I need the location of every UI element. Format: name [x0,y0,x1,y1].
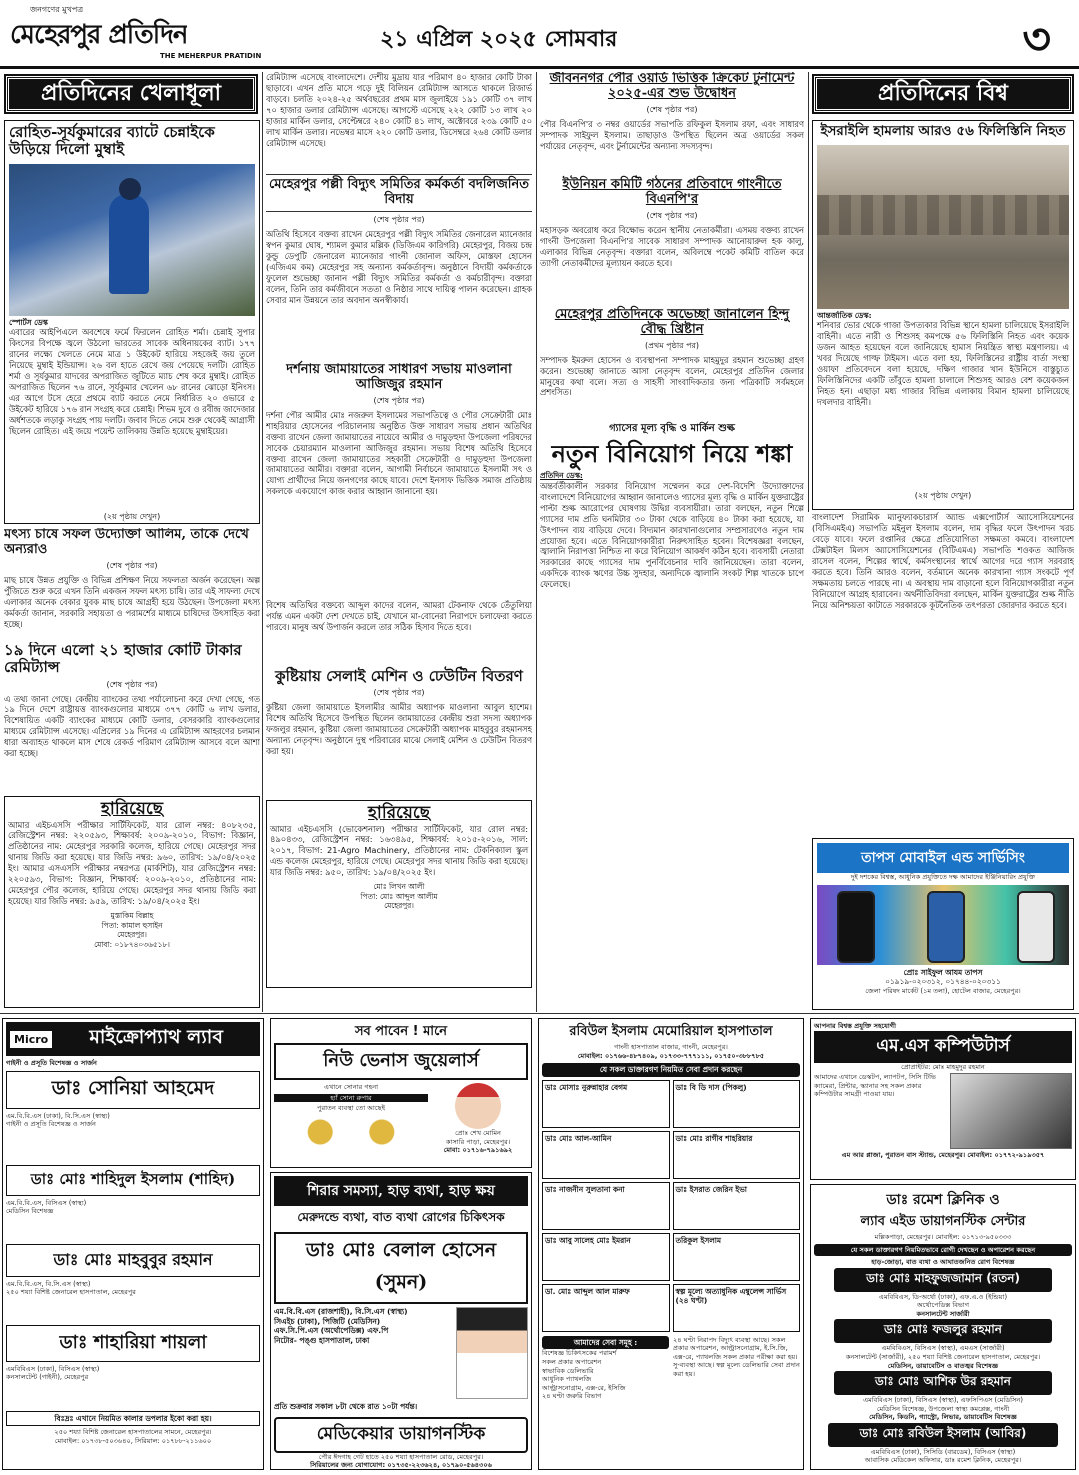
hospital-doctor: ডাঃ নাজনীন সুলতানা কনা [542,1182,670,1230]
masthead-logo: মেহেরপুর প্রতিদিন [10,20,188,50]
palli-ref: (শেষ পৃষ্ঠার পর) [373,214,425,224]
gas-kicker: গ্যাসের মূল্য বৃদ্ধি ও মার্কিন শুল্ক [609,422,735,434]
hospital-doctor: ডাঃ মোঃ রাগীব শাহরিয়ার [673,1131,801,1179]
invest-desk: প্রতিদিন ডেস্ক: [540,471,583,481]
remittance-body: এ তথ্য জানা গেছে। কেন্দ্রীয় ব্যাংকের তথ্য পর্যালোচনা করে দেখা গেছে, গত ১৯ দিনে দেশে রাষ্ট্রায়ত্ত ব্যাংকগুলোর মাধ্যমে ৩৭৭ কোটি ৬ লাখ ডলার, বিশেষায়িত একটি ব্যাংকের মাধ্যমে কোটি ডলার, বেসরকারি ব্যাংকগুলোর মাধ্যমে রেমিট্যান্স এসেছে। এপ্রিলের ১৯ দিনের এ রেমিট্যান্স আহরণের চলমান ধারা অব্যাহত থাকলে মাস শেষে রেকর্ড পরিমাণ রেমিট্যান্স আসবে বলে আশা করা হচ্ছে। [4,693,260,759]
column-divider [808,72,809,512]
doctor-degrees: এমবিবিএস, বিসিএস (স্বাস্থ্য), এমএস (সার্জারী) কনসালটেন্ট (সার্জারী), ২৫০ শয্যা বিশিষ্ট জেনারেল হাসপাতাল, মেহেরপুর। [845,1344,1041,1361]
sewing-headline: কুষ্টিয়ায় সেলাই মেশিন ও ঢেউটিন বিতরণ [275,666,523,685]
tapas-ad-title: তাপস মোবাইল এন্ড সার্ভিসিং [817,843,1069,873]
hindu-headline: মেহেরপুর প্রতিদিনকে অভেচ্ছা জানালেন হিন্দু বৌদ্ধ খ্রিষ্টান [554,306,790,337]
palli-headline: মেহেরপুর পল্লী বিদ্যুৎ সমিতির কর্মকর্তা বদলিজনিত বিদায় [266,174,532,212]
phones-image [817,885,1069,965]
hospital-doctor-grid [542,1080,800,1332]
ortho-subtitle: মেরুদন্ডে ব্যথা, বাত ব্যথা রোগের চিকিৎসক [297,1210,505,1224]
doctor-name: ডাঃ শাহারিয়া শায়লা [6,1325,260,1362]
fish-body: মাছ চাষে উন্নত প্রযুক্তি ও বিভিন্ন প্রশিক্ষণ নিয়ে সফলতা অর্জন করেছেন। অল্প পুঁজিতে শুরু করে এখন তিনি একজন সফল মৎস্য চাষি। তার এই সাফল্য দেখে এলাকার অনেক বেকার যুবক মাছ চাষে আগ্রহী হয়ে উঠছেন। উপজেলা মৎস্য কর্মকর্তা জানান, সরকারি সহায়তা ও পরামর্শের মাধ্যমে চাষিদের উৎসাহিত করা হচ্ছে। [4,574,260,629]
hospital-doctor: ডাঃ মোসাঃ নুরুন্নাহার বেগম [542,1080,670,1128]
doctor-name: ডাঃ মোঃ রবিউল ইসলাম (আবির) [828,1423,1058,1447]
doctor-degrees: এম.বি.বি.এস (ঢাকা), বি.সি.এস (স্বাস্থ্য) গাইনী ও প্রসূতি বিশেষজ্ঞ ও সার্জন [6,1111,110,1129]
jewellers-phone: মোবা: ০১৭১৬-৭৯১৬৯২ [443,1146,513,1155]
column-divider [536,72,537,1012]
doctor-name: ডাঃ সোনিয়া আহমেদ [6,1071,260,1109]
batsman-figure [109,194,149,294]
specialty-label: হাড়-জোড়া, বাত ব্যথা ও আঘাতজনিত রোগ বিশেষজ্ঞ [871,1258,1015,1267]
fish-ref: (শেষ পৃষ্ঠার পর) [106,560,158,570]
ad-section-rule [0,1013,1079,1014]
doctor-name: ডাঃ মোঃ মাহবুবুর রহমান [6,1244,260,1277]
doctor-degrees: এম.বি.বি.এস (রাজশাহী), বি.সি.এস (স্বাস্থ্য) সিএইচ (ঢাকা), পিজিটি (মেডিসিন) এফ.সি.পি.এস (অর্থোপেডিক্স) এফ.পি নিটোর- পঙ্গু হাসপাতাল, ঢাকা [274,1307,408,1345]
cricket-headline: জীবননগর পৌর ওয়ার্ড ভিত্তিক ক্রিকেট টুর্নামেন্ট ২০২৫-এর শুভ উদ্বোধন [549,72,795,101]
world-continued: (২য় পৃষ্ঠায় দেখুন) [914,491,972,501]
jewellers-line: এখানে সোনার গহনা [323,1083,379,1091]
tapas-owner: প্রোঃ সাইফুল আযম তাপস [903,967,983,977]
bnp-headline: ইউনিয়ন কমিটি গঠনের প্রতিবাদে গাংনীতে বিএনপি'র [562,176,782,207]
hospital-phone: মোবাইল: ০১৭৬৬-৪৮৭৪০৯, ০১৭৩৩-৭৭৭১১১, ০১৭৫০-৩৮৮৭৮৫ [577,1051,765,1060]
lost-notice-2-signature: মোঃ লিখন আলী পিতা: মোঃ আব্দুল আলীম মেহেরপুর। [360,882,438,911]
ortho-title: শিরার সমস্যা, হাড় ব্যথা, হাড় ক্ষয় [274,1176,528,1206]
jewellery-image [274,1117,428,1147]
tapas-mobile-ad [812,838,1074,1010]
remittance-story [4,642,260,792]
doctor-name: ডাঃ মোঃ আশিক উর রহমান [834,1371,1052,1395]
jamat-headline: দর্শনায় জামায়াতের সাধারণ সভায় মাওলানা আজিজুর রহমান [286,361,512,392]
lost-notice-1 [4,796,260,1008]
ortho-time: প্রতি শুক্রবার সকাল ৮টা থেকে রাত ১০টা পর্যন্ত। [274,1402,418,1411]
specialty-label: মেডিসিন, ডায়াবেটিস ও বাতজ্বর বিশেষজ্ঞ [887,1361,999,1370]
jewellers-line: হ্যাঁ সোনা রুপার [274,1094,428,1103]
ms-tag: আপনার বিশ্বস্ত প্রযুক্তি সহযোগী [814,1022,896,1030]
micropath-tag: গাইনী ও প্রসূতি বিশেষজ্ঞ ও সার্জন [6,1059,97,1067]
hospital-address: গাংনী হাসপাতাল বাজার, গাংনী, মেহেরপুর। [614,1043,728,1051]
jewellers-address: কাসারি পাড়া, মেহেরপুর। [445,1137,511,1146]
doctor-degrees: এম.বি.বি.এস, বি.সি.এস (স্বাস্থ্য) ২৫০ শয্যা বিশিষ্ট জেনারেল হাসপাতাল, মেহেরপুর [6,1279,136,1297]
doctor-name: ডাঃ মোঃ মাহফুজজামান (রতন) [834,1268,1052,1292]
sports-banner: প্রতিদিনের খেলাধূলা [6,76,256,112]
hospital-title: রবিউল ইসলাম মেমোরিয়াল হাসপাতাল [569,1024,773,1039]
hospital-doctor: ডাঃ বি ডি দাস (পিকলু) [673,1080,801,1128]
clinic-title: ডাঃ রমেশ ক্লিনিক ও [886,1192,1000,1208]
diagnostic-phone: সিরিয়ালের জন্য যোগাযোগ: ০১৭৩৫-২২৩৬২৪, ০১৭৯০-৫৬৪৩০৬ [310,1461,492,1470]
lost-notice-body: আমার এইচএসসি পরীক্ষার সার্টিফিকেট, যার রোল নম্বর: ৪০৮২৩৫, রেজিস্ট্রেশন নম্বর: ২২০৫৯৩, শিক্ষাবর্ষ: ২০০৯-২০১০, বিভাগ: বিজ্ঞান, প্রতিষ্ঠানের নাম: মেহেরপুর সরকারি কলেজ, হারিয়ে গেছে। মেহেরপুর সদর থানায় জিডি করা হয়েছে। যার জিডি নম্বর: ৯৬০, তারিখ: ১৯/০৪/২০২৫ ইং। আমার এসএসসি পরীক্ষার নম্বরপত্র (মার্কশিট), যার রেজিস্ট্রেশন নম্বর: ২২০৫৯৩, বিভাগ: বিজ্ঞান, শিক্ষাবর্ষ: ২০০৯-২০১০, প্রতিষ্ঠানের নাম: মেহেরপুর পৌর কলেজ, হারিয়ে গেছে। মেহেরপুর সদর থানায় জিডি করা হয়েছে। যার জিডি নম্বর: ৯৫৯, তারিখ: ১৯/০৪/২০২৫ ইং। [8,819,256,907]
micropath-title: মাইক্রোপ্যাথ ল্যাব [89,1026,223,1048]
world-story [812,120,1074,510]
world-headline: ইসরাইলি হামলায় আরও ৫৬ ফিলিস্তিনি নিহত [820,123,1066,139]
doctor-name: ডাঃ মোঃ শাহিদুল ইসলাম (শাহিদ) [6,1165,260,1196]
services-list: বিশেষজ্ঞ চিকিৎসকের পরামর্শ সকল প্রকার অপারেশন স্বাভাবিক ডেলিভারি আধুনিক প্যাথলজি আল্ট্রাসনোগ্রাম, এক্স-রে, ইসিজি ২৪ ঘণ্টা জরুরি বিভাগ [542,1349,626,1401]
header-slogan: জনগণের মুখপত্র [30,5,84,14]
micropath-address: ২৫০ শয্যা বিশিষ্ট জেনারেল হাসপাতালের সামনে, মেহেরপুর। মোবাইল: ০১৭৩৮-৫০৩৬৪০, সিরিয়াল: ০১৭৮৮-২১১৬০০ [54,1428,212,1445]
jewellers-line: পুরাতন ব্যবস্থা তো আছেই [316,1104,385,1113]
sports-desk: স্পোর্টস ডেস্ক [9,317,48,327]
rabiul-hospital-ad [538,1018,804,1470]
invest-headline: নতুন বিনিয়োগ নিয়ে শঙ্কা [551,438,793,468]
tapas-ad-sub: দুই দশকের বিশ্বস্ত, আধুনিক প্রযুক্তিতে দক্ষ আমাদের ইঞ্জিনিয়ারিং প্রযুক্তি [850,873,1036,881]
diagnostic-address: পৌর ঈদগাহ গেট হাতে ২৫০ শয্যা হাসপাতাল রোড, মেহেরপুর। [318,1452,484,1461]
hospital-doctor: তরিকুল ইসলাম [673,1233,801,1281]
micropath-logo: Micro [10,1031,52,1048]
orthopedic-ad [270,1172,532,1470]
remittance-continued-body: রেমিট্যান্স এসেছে বাংলাদেশে। দেশীয় মুদ্রায় যার পরিমাণ ৪০ হাজার কোটি টাকা ছাড়াবে। এখন প্রতি মাসে গড়ে দুই বিলিয়ন রেমিট্যান্স আসতে থাকলে রিজার্ভ বাড়বে। চলতি ২০২৪-২৫ অর্থবছরের প্রথম মাস জুলাইয়ে ১৯১ কোটি ৩৭ লাখ ৭০ হাজার ডলার রেমিট্যান্স এসেছে। আগস্টে এসেছে ২২২ কোটি ১৩ লাখ ২০ হাজার মার্কিন ডলার, সেপ্টেম্বরে ২৪০ কোটি ৪১ লাখ, অক্টোবরে ২৩৯ কোটি ৫০ লাখ মার্কিন ডলার। নভেম্বর মাসে ২২০ কোটি ডলার, ডিসেম্বরে ২৬৪ কোটি ডলার রেমিট্যান্স এসেছে। [266,72,532,148]
cricket-photo [9,164,255,316]
ms-computers-ad [810,1018,1076,1180]
lost-notice-2-title: হারিয়েছে [367,803,431,823]
jamat-ref: (শেষ পৃষ্ঠার পর) [373,395,425,405]
column-2 [266,72,532,1012]
cricket-ref: (শেষ পৃষ্ঠার পর) [646,104,698,114]
invest-body: অন্তর্বর্তীকালীন সরকার বিনিয়োগ সম্মেলন করে দেশ-বিদেশি উদ্যোক্তাদের বাংলাদেশে বিনিয়োগের আহ্বান জানালেও গ্যাসের মূল্য বৃদ্ধি ও মার্কিন যুক্তরাষ্ট্রের পাল্টা শুল্ক আরোপের ঘোষণায় উদ্বিগ্ন ব্যবসায়ীরা। তারা বলছেন, নতুন শিল্পে গ্যাসের দাম প্রতি ঘনমিটার ৩০ টাকা থেকে বাড়িয়ে ৪০ টাকা করা হয়েছে, যা উৎপাদন ব্যয় বাড়িয়ে দেবে। বিদ্যমান কারখানাগুলোর সম্প্রসারণেও নতুন দাম প্রযোজ্য হবে। এতে বিনিয়োগকারীরা নিরুৎসাহিত হবেন। বিশেষজ্ঞরা বলছেন, জ্বালানি নিরাপত্তা নিশ্চিত না করে বিনিয়োগ আকর্ষণ কঠিন হবে। ব্যবসায়ী নেতারা সরকারের কাছে গ্যাসের দাম পুনর্বিবেচনার দাবি জানিয়েছেন। তারা বলেন, একদিকে ব্যাংক ঋণের উচ্চ সুদহার, অন্যদিকে জ্বালানি সংকট শিল্প খাতকে চাপে ফেলেছে। [540,480,804,590]
gas-continued-body: বাংলাদেশ সিরামিক ম্যানুফ্যাকচারার্স অ্যান্ড এক্সপোর্টার্স অ্যাসোসিয়েশনের (বিসিএমইএ) সভাপতি মইনুল ইসলাম বলেন, দাম বৃদ্ধির ফলে উৎপাদন খরচ বেড়ে যাবে। ফলে রপ্তানির ক্ষেত্রে প্রতিযোগিতা সক্ষমতা কমবে। বাংলাদেশ টেক্সটাইল মিলস অ্যাসোসিয়েশনের (বিটিএমএ) সভাপতি শওকত আজিজ রাসেল বলেন, শিল্পের স্বার্থে, কর্মসংস্থানের স্বার্থে আগের দরে গ্যাস সরবরাহ করতে হবে। তিনি আরও বলেন, বর্তমানে অনেক কারখানা গ্যাস সংকটে পূর্ণ সক্ষমতায় চলতে পারছে না। এ অবস্থায় দাম বাড়ানো হলে বিনিয়োগকারীরা নতুন বিনিয়োগে আগ্রহ হারাবেন। অর্থনীতিবিদরা বলছেন, মার্কিন যুক্তরাষ্ট্রের শুল্ক নীতি নিয়ে অনিশ্চয়তা কাটাতে সরকারকে কূটনৈতিক তৎপরতা জোরদার করতে হবে। [812,512,1074,610]
masthead-english: THE MEHERPUR PRATIDIN [160,52,262,60]
tapas-phone: ০১৯১৯-০২০৩১২, ০১৭৪৪-০২০৩১১ [885,977,1001,987]
clinic-doctors-bar: যে সকল ডাক্তারগণ নিয়মিতভাবে রোগী দেখছেন ও অপারেশন করছেন [814,1244,1072,1257]
fish-headline: মৎস্য চাষে সফল উদ্যোক্তা আলিম, তাকে দেখে অন্যরাও [4,528,249,557]
computers-image [950,1073,1072,1149]
sports-story [4,120,260,524]
diagnostic-title: মেডিকেয়ার ডায়াগনস্টিক [274,1417,528,1453]
hospital-note: ২৪ ঘণ্টা নিরাপদ বিদ্যুৎ ব্যবস্থা আছে। সকল প্রকার অপারেশন, আল্ট্রাসনোগ্রাম, ই.সি.জি, এক্স-রে, প্যাথলজি সকল প্রকার পরীক্ষা করা হয়। সু-ব্যবস্থা আছে। স্বল্প মূল্যে ডেলিভারি সেবা প্রদান করা হয়। [673,1335,800,1378]
column-divider [262,72,263,1012]
world-banner: প্রতিদিনের বিশ্ব [814,76,1072,112]
doctor-degrees: এমবিবিএস, ডি-অর্থো (ঢাকা), এফ.এ.ও (ইন্ডিয়া) অর্থোপেডিক্স বিভাগ [878,1292,1008,1310]
hospital-doctor: ডাঃ ইসরাত জেরিন ইভা [673,1182,801,1230]
gaza-photo [817,145,1069,309]
doctor-photo [456,1307,528,1399]
phone-icon [927,891,965,963]
hindu-ref: (প্রথম পৃষ্ঠার পর) [644,340,700,350]
jewellers-owner: প্রোঃ শেখ মোমিন [455,1129,501,1137]
clinic-title-2: ল্যাব এইড ডায়াগনস্টিক সেন্টার [860,1214,1026,1229]
sewing-body: কুষ্টিয়া জেলা জামায়াতে ইসলামীর আমীর অধ্যাপক মাওলানা আবুল হাশেম। বিশেষ অতিথি হিসেবে উপস্থিত ছিলেন জামায়াতের কেন্দ্রীয় শুরা সদস্য অধ্যাপক ফজলুর রহমান, কুষ্টিয়া জেলা জামায়াতের সেক্রেটারী অধ্যাপক মাহবুবুর রহমানসহ অন্যান্য নেতৃবৃন্দ। অনুষ্ঠানে দুস্থ পরিবারের মাঝে সেলাই মেশিন ও ঢেউটিন বিতরণ করা হয়। [266,702,532,756]
doctor-name: ডাঃ মোঃ ফজলুর রহমান [834,1319,1052,1343]
jamat-body-2: বিশেষ অতিথির বক্তব্যে আব্দুল কাদের বলেন, আমরা টেকনাফ থেকে তেঁতুলিয়া পর্যন্ত এমন একটা দেশ দেখতে চাই, যেখানে মা-বোনেরা নিরাপদে চলাফেরা করতে পারবে। মানুষ অর্থ উপার্জন করলে তার সঠিক হিসাব দিতে হবে। [266,599,532,632]
bnp-ref: (শেষ পৃষ্ঠার পর) [646,210,698,220]
remittance-headline: ১৯ দিনে এলো ২১ হাজার কোটি টাকার রেমিট্যান্স [4,642,242,677]
services-bar: আমাদের সেবা সমূহ : [542,1336,669,1350]
micropath-ad [2,1018,264,1470]
sewing-ref: (শেষ পৃষ্ঠার পর) [373,688,425,697]
lost-notice-2 [266,800,532,988]
specialty-label: কনসালটেন্ট সার্জারী [916,1309,970,1318]
world-body: শনিবার ভোর থেকে গাজা উপত্যকার বিভিন্ন স্থানে হামলা চালিয়েছে ইসরাইলি বাহিনী। এতে নারী ও শিশুসহ কমপক্ষে ৫৬ ফিলিস্তিনি নিহত এবং কয়েক ডজন আহত হয়েছেন বলে জানিয়েছে হামাস নিয়ন্ত্রিত স্বাস্থ্য মন্ত্রণালয়। এ খবর দিয়েছে গাল্ফ টাইমস। এতে বলা হয়, ফিলিস্তিনের রাষ্ট্রীয় বার্তা সংস্থা ওয়াফা প্রতিবেদনে বলা হয়েছে, দক্ষিণ গাজার খান ইউনিসে বাস্তুচ্যুত ফিলিস্তিনিদের একটি তাঁবুতে হামলা চালালে শিশুসহ আরও বেশ কয়েকজন নিহত হন। এছাড়া মধ্য গাজার বিভিন্ন এলাকায় বিমান হামলা চালিয়েছে দখলদার বাহিনী। [817,320,1069,407]
fish-story [4,528,260,638]
cricket-body: পৌর বিএনপি'র ৩ নম্বর ওয়ার্ডের সভাপতি রফিকুল ইসলাম রফা, এবং সাধারণ সম্পাদক সাইফুল ইসলাম। তাছাড়াও উপস্থিত ছিলেন অত্র ওয়ার্ডের সকল পর্যায়ের নেতৃবৃন্দ, এবং টুর্নামেন্টের অন্যান্য সদস্যবৃন্দ। [540,118,804,151]
palli-body: অতিথি হিসেবে বক্তব্য রাখেন মেহেরপুর পল্লী বিদ্যুৎ সমিতির জেনারেল ম্যানেজার স্বপন কুমার ঘোষ, শ্যামল কুমার মল্লিক (ডিজিএম কারিগরি) মেহেরপুর, বিজয় চন্দ্র কুন্ডু ডেপুটি জেনারেল ম্যানেজার গাংনী জোনাল অফিস, মোস্তফা হোসেন (এজিএম কম) মেহেরপুর সহ অন্যান্য কর্মকর্তাবৃন্দ। অনুষ্ঠানে বিদায়ী কর্মকর্তাকে ফুলেল শুভেচ্ছা জানান পল্লী বিদ্যুৎ সমিতির কর্মকর্তা ও কর্মচারীবৃন্দ। বক্তারা বলেন, তিনি তার কর্মজীবনে সততা ও নিষ্ঠার সাথে দায়িত্ব পালন করেছেন। গ্রাহক সেবার মান উন্নয়নে তার অবদান অনস্বীকার্য। [266,228,532,305]
sports-body: এবারের আইপিএলে অবশেষে ফর্মে ফিরলেন রোহিত শর্মা। চেন্নাই সুপার কিংসের বিপক্ষে জ্বলে উঠলো ভারতের সাবেক অধিনায়কের ব্যাট। ১৭৭ রানের লক্ষ্যে খেলতে নেমে মাত্র ১ উইকেট হারিয়ে সহজেই জয় তুলে নিয়েছে মুম্বাই ইন্ডিয়ান্স। ২৬ বল হাতে রেখে জয় পেয়েছে দলটি। রোহিত শর্মা ও সূর্যকুমার যাদবের অপরাজিত জুটিতে ম্যাচ শেষ করে মুম্বাই। রোহিত অপরাজিত ছিলেন ৭৬ রানে, সূর্যকুমার খেলেন ৬৮ রানের ঝোড়ো ইনিংস। এর আগে টসে হেরে প্রথমে ব্যাট করতে নেমে নির্ধারিত ২০ ওভারে ৫ উইকেট হারিয়ে ১৭৬ রান সংগ্রহ করে চেন্নাই। শিভম দুবে ও রবীন্দ্র জাদেজার অর্ধশতকে লড়াকু সংগ্রহ পায় দলটি। জবাব দিতে নেমে শুরু থেকেই আগ্রাসী ছিলেন রোহিত। এই জয়ে পয়েন্ট তালিকায় উন্নতি হয়েছে মুম্বাইয়ের। [9,327,255,436]
ms-address: এম আর প্লাজা, পুরাতন বাস স্ট্যান্ড, মেহেরপুর। মোবাইল: ০১৭৭২-৯১৯৩৫৭ [841,1151,1045,1160]
hospital-doctors-bar: যে সকল ডাক্তারগণ নিয়মিত সেবা প্রদান করছেন [542,1063,800,1077]
clinic-address: মল্লিকপাড়া, মেহেরপুর। মোবাইল: ০১৭১৩-৯৫০৩৩৩ [874,1233,1012,1241]
ms-title: এম.এস কম্পিউটার্স [814,1031,1072,1063]
doctor-degrees: এমবিবিএস (ঢাকা), বিসিএস (স্বাস্থ্য), এফসিপিএস (মেডিসিন) মেডিসিন বিশেষজ্ঞ, উপজেলা স্বাস্থ্য কমপ্লেক্স, গাংনী [863,1396,1023,1413]
jewellers-tag: সব পাবেন ! মানে [354,1024,448,1039]
jamat-body: দর্শনা পৌর আমীর মোঃ নজরুল ইসলামের সভাপতিত্বে ও পৌর সেক্রেটারী মোঃ শাহরিয়ার হোসেনের পরিচালনায় অনুষ্ঠিত উক্ত সাধারণ সভায় প্রধান অতিথির বক্তব্য রাখেন জেলা জামায়াতের নায়েবে আমীর ও দামুড়হুদা উপজেলা পরিষদের সাবেক চেয়ারম্যান মাওলানা আজিজুর রহমান। সভায় বিশেষ অতিথি হিসেবে বক্তব্য রাখেন জেলা জামায়াতের সহকারী সেক্রেটারী ও দামুড়হুদা উপজেলা জামায়াতের আমীর। বক্তারা বলেন, আগামী নির্বাচনে জামায়াতে ইসলামী সৎ ও যোগ্য প্রার্থীদের নিয়ে জনগণের কাছে যাবে। দেশে ইনসাফ ভিত্তিক সমাজ প্রতিষ্ঠায় সকলকে একযোগে কাজ করার আহ্বান জানানো হয়। [266,409,532,497]
ms-owner: প্রোপ্রাইটর: মোঃ মাহমুদুর রহমান [901,1062,985,1071]
doctor-degrees: এম.বি.বি.এস, বিসিএস (স্বাস্থ্য) মেডিসিন বিশেষজ্ঞ [6,1198,87,1216]
jewellers-ad [270,1018,532,1168]
phone-icon [1017,891,1055,963]
world-desk: আন্তর্জাতিক ডেস্ক: [817,310,872,320]
bnp-body: মহাসড়ক অবরোধ করে বিক্ষোভ করেন স্থানীয় নেতাকর্মীরা। এসময় বক্তব্য রাখেন গাংনী উপজেলা বিএনপি'র সাবেক সাধারণ সম্পাদক আনোয়ারুল হক কালু, এলাকার বিভিন্ন নেতৃবৃন্দ। বক্তারা বলেন, অবিলম্বে পকেট কমিটি বাতিল করে ত্যাগী নেতাকর্মীদের মূল্যায়ন করতে হবে। [540,224,804,268]
specialty-label: মেডিসিন, কিডনি, গ্যাস্ট্রো, লিভার, ডায়াবেটিস বিশেষজ্ঞ [869,1413,1017,1422]
jewellers-title: নিউ ভেনাস জুয়েলার্স [274,1043,528,1080]
remittance-ref: (শেষ পৃষ্ঠার পর) [106,679,158,689]
doctor-degrees: এমবিবিএস (ঢাকা), সিসিডি (বারডেম), বিসিএস (স্বাস্থ্য) আবাসিক মেডিকেল অফিসার, ডাঃ রমেশ ক্লিনিক, মেহেরপুর। [864,1447,1022,1465]
ramesh-clinic-ad [810,1184,1076,1470]
lost-notice-2-body: আমার এইচএসসি (ভোকেশনাল) পরীক্ষার সার্টিফিকেট, যার রোল নম্বর: ৪৯০৪৩৩, রেজিস্ট্রেশন নম্বর: ১৬৩৪৯৫, শিক্ষাবর্ষ: ২০১৫-২০১৬, সাল: ২০১৭, বিভাগ: 21-Agro Machinery, প্রতিষ্ঠানের নাম: টেকনিক্যাল স্কুল এন্ড কলেজ মেহেরপুর, হারিয়ে গেছে। মেহেরপুর সদর থানায় জিডি করা হয়েছে। যার জিডি নম্বর: ৯৫০, তারিখ: ১৯/০৪/২০২৫ ইং। [270,823,528,878]
owner-photo [455,1083,501,1129]
page-number: ৩ [1022,14,1051,65]
column-3 [540,72,804,1012]
phone-icon [837,891,875,963]
ms-body: আমাদের এখানে ডেস্কটপ, ল্যাপটপ, সিসি টিভি ক্যামেরা, প্রিন্টার, স্ক্যানার সহ সকল প্রকার কম্পিউটার সামগ্রী পাওয়া যায়। [814,1073,936,1099]
hospital-doctor: ডা. মোঃ আব্দুল আল মারুফ [542,1284,670,1332]
lost-notice-signature: মুস্তাকিম বিল্লাহ পিতা: কামাল হুসাইন মেহেরপুর। মোবা: ০১৮৭৪০৩৬৫১৮। [94,911,170,949]
tapas-address: জেলা পরিষদ মার্কেট (১ম তলা), হোটেল বাজার, মেহেরপুর। [865,986,1021,995]
rubble-shape [817,195,1069,235]
hospital-doctor: ডাঃ আবু সালেহ মোঃ ইমরান [542,1233,670,1281]
doctor-name: ডাঃ মোঃ বেলাল হোসেন (সুমন) [274,1232,528,1304]
hospital-doctor: ডাঃ মোঃ আল-আমিন [542,1131,670,1179]
micropath-note: বিঃদ্রঃ এখানে নিয়মিত কালার ডপলার ইকো করা হয়। [6,1411,260,1427]
ambulance-service: স্বল্প মূল্যে অত্যাধুনিক এম্বুলেন্স সার্ভিস (২৪ ঘণ্টা) [673,1284,801,1332]
sports-headline: রোহিত-সূর্যকুমারের ব্যাটে চেন্নাইকে উড়িয়ে দিলো মুম্বাই [9,123,215,159]
hindu-body: সম্পাদক ইমরুল হোসেন ও ব্যবস্থাপনা সম্পাদক মাহমুদুর রহমান শুভেচ্ছা গ্রহণ করেন। শুভেচ্ছা জানাতে আসা নেতৃবৃন্দ বলেন, মেহেরপুর প্রতিদিন জেলার মানুষের কথা বলে। সত্য ও সাহসী সাংবাদিকতার জন্য পত্রিকাটি সর্বমহলে প্রশংসিত। [540,354,804,398]
header-rule [0,66,1079,69]
issue-date: ২১ এপ্রিল ২০২৫ সোমবার [380,26,618,52]
doctor-degrees: এমবিবিএস (ঢাকা), বিসিএস (স্বাস্থ্য) কনসালটেন্ট (গাইনী), মেহেরপুর [6,1364,100,1382]
lost-notice-title: হারিয়েছে [100,799,164,819]
helmet-shape [119,178,141,200]
sports-continued: (২য় পৃষ্ঠায় দেখুন) [103,512,161,522]
